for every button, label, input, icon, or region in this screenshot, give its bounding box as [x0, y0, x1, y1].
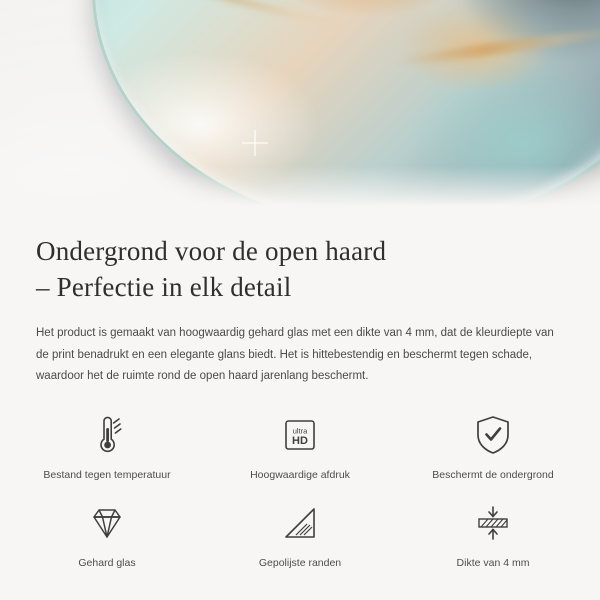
headline-line-1: Ondergrond voor de open haard — [36, 236, 387, 266]
feature-thickness — [404, 501, 582, 571]
feature-print-quality — [211, 413, 389, 483]
feature-row-1 — [18, 413, 582, 483]
feature-label: Gepolijste randen — [258, 556, 342, 569]
thermometer-icon — [18, 413, 196, 457]
feature-label: Bestand tegen temperatuur — [43, 469, 171, 482]
feature-tempered-glass — [18, 501, 196, 571]
thickness-arrows-icon — [404, 501, 582, 545]
diamond-icon — [18, 501, 196, 545]
feature-label: Hoogwaardige afdruk — [250, 469, 350, 482]
feature-surface-protection — [404, 413, 582, 483]
body-paragraph: Het product is gemaakt van hoogwaardig gehard glas met een dikte van 4 mm, dat de kleurdiepte van de print benadrukt en een elegante glans biedt. Het is hittebestendig en beschermt tegen schade, waardoor het de ruimte rond de open haard jarenlang beschermt. — [36, 327, 554, 382]
polished-edges-icon — [211, 501, 389, 545]
hero-image — [0, 0, 600, 212]
content-block — [0, 212, 600, 387]
feature-label: Beschermt de ondergrond — [432, 469, 554, 482]
feature-row-2 — [18, 501, 582, 571]
ultra-hd-icon — [211, 413, 389, 457]
feature-list — [0, 413, 600, 570]
sparkle-icon — [242, 130, 268, 156]
shield-check-icon — [404, 413, 582, 457]
feature-polished-edges — [211, 501, 389, 571]
feature-temperature — [18, 413, 196, 483]
hero-fade-overlay — [0, 166, 600, 212]
svg-text:HD: HD — [292, 435, 308, 448]
headline-line-2: – Perfectie in elk detail — [36, 271, 292, 302]
feature-label: Gehard glas — [78, 556, 136, 569]
page-title — [36, 234, 564, 305]
feature-label: Dikte van 4 mm — [456, 556, 530, 569]
svg-text:ultra: ultra — [292, 426, 308, 436]
